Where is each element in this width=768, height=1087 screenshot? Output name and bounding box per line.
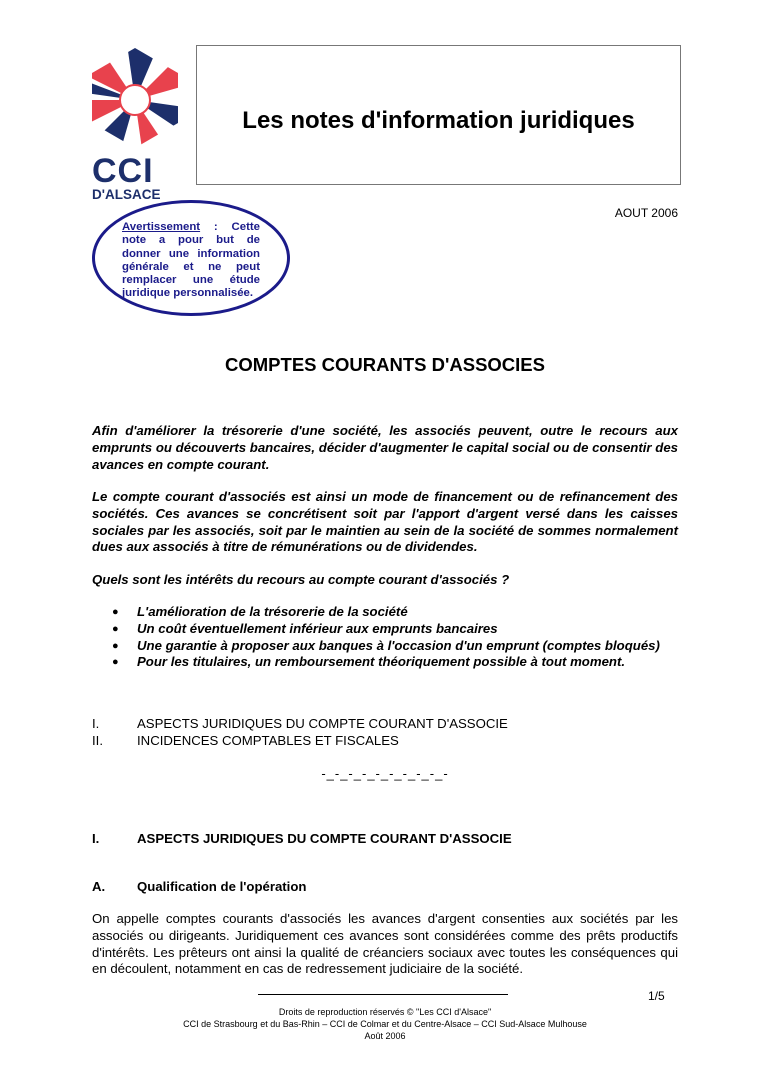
bullet-list <box>92 604 678 671</box>
intro-paragraph-2: Le compte courant d'associés est ainsi un mode de financement ou de refinancement des sociétés. Ces avances se concrétisent soit par l'apport d'argent versé dans les caisses sociales par les associés, soit par le maintien au sein de la société de sommes normalement dues aux associés à titre de rémunérations ou de dividendes. <box>92 489 678 555</box>
logo-hexagon-icon <box>92 48 178 148</box>
warning-note <box>122 221 260 301</box>
footer-date: Août 2006 <box>364 1031 406 1041</box>
body-paragraph: On appelle comptes courants d'associés les avances d'argent consenties aux sociétés par les associés ou dirigeants. Juridiquement ces avances sont considérées comme des prêts productifs d'intérêts. Les prêteurs ont ainsi la qualité de créanciers sociaux avec toutes les conséquences qui en découlent, notamment en cas de redressement judiciaire de la société. <box>92 911 678 977</box>
bullet-icon: ● <box>112 656 119 669</box>
subsection-heading: A. Qualification de l'opération <box>92 879 307 894</box>
footer-copyright: Droits de reproduction réservés © "Les CCI d'Alsace" <box>278 1007 492 1017</box>
cci-logo <box>92 48 178 202</box>
footer <box>100 1006 670 1042</box>
separator: -_-_-_-_-_-_-_-_-_- <box>321 766 449 781</box>
outline-item: I. ASPECTS JURIDIQUES DU COMPTE COURANT D'ASSOCIE <box>92 716 508 731</box>
footer-rule <box>258 994 508 995</box>
bullet-icon: ● <box>112 606 119 618</box>
header-title: Les notes d'information juridiques <box>242 107 635 134</box>
list-item: ● Une garantie à proposer aux banques à l'occasion d'un emprunt (comptes bloqués) <box>112 637 660 653</box>
document-title: COMPTES COURANTS D'ASSOCIES <box>225 354 545 375</box>
header-date: AOUT 2006 <box>614 206 678 220</box>
outline-item: II. INCIDENCES COMPTABLES ET FISCALES <box>92 732 399 748</box>
warning-label: Avertissement <box>122 221 201 233</box>
question: Quels sont les intérêts du recours au compte courant d'associés ? <box>92 572 510 587</box>
logo-alsace-text: D'ALSACE <box>92 187 161 202</box>
list-item: ● L'amélioration de la trésorerie de la société <box>112 604 408 619</box>
logo-cci-text: CCI <box>92 152 154 190</box>
list-item: ● Un coût éventuellement inférieur aux emprunts bancaires <box>112 620 498 636</box>
intro-paragraph-1: Afin d'améliorer la trésorerie d'une société, les associés peuvent, outre le recours aux emprunts ou découverts bancaires, décider d'augmenter le capital social ou de consentir des avances en compte courant. <box>92 423 678 472</box>
warning-text: : Cette note a pour but de donner une information générale et ne peut remplacer une étude juridique personnalisée. <box>122 221 260 300</box>
bullet-icon: ● <box>112 622 119 635</box>
list-item: ● Pour les titulaires, un remboursement théoriquement possible à tout moment. <box>112 654 626 670</box>
bullet-icon: ● <box>112 639 119 652</box>
footer-chambers: CCI de Strasbourg et du Bas-Rhin – CCI de Colmar et du Centre-Alsace – CCI Sud-Alsace Mulhouse <box>183 1019 587 1029</box>
section-heading: I. ASPECTS JURIDIQUES DU COMPTE COURANT D'ASSOCIE <box>92 831 512 846</box>
page-number: 1/5 <box>648 989 665 1003</box>
outline <box>92 716 508 750</box>
